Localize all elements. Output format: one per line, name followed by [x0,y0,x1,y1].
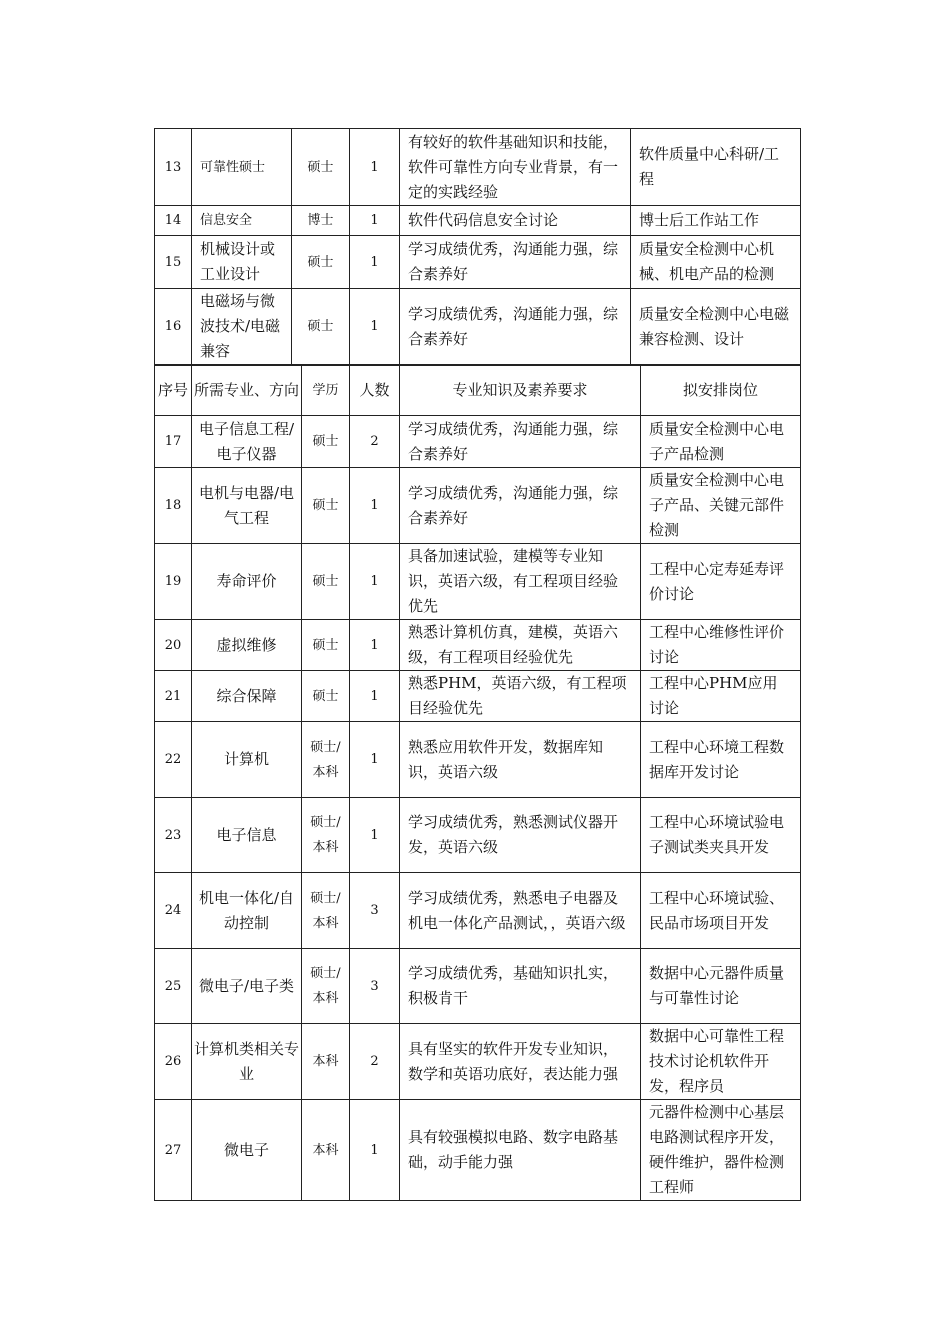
position-cell: 工程中心定寿延寿评价讨论 [641,544,801,620]
row-number: 21 [155,671,192,722]
major-cell: 计算机类相关专业 [192,1024,302,1100]
degree-cell: 硕士/本科 [302,873,350,949]
count-cell: 2 [350,1024,400,1100]
count-cell: 3 [350,873,400,949]
major-cell: 电子信息 [192,798,302,873]
table-row [155,798,801,873]
row-number: 24 [155,873,192,949]
degree-cell: 硕士/本科 [302,949,350,1024]
degree-cell: 硕士/本科 [302,798,350,873]
row-number: 13 [155,129,192,206]
degree-cell: 硕士 [302,671,350,722]
major-cell: 虚拟维修 [192,620,302,671]
requirement-cell: 具有坚实的软件开发专业知识，数学和英语功底好，表达能力强 [400,1024,641,1100]
row-number: 23 [155,798,192,873]
requirement-cell: 学习成绩优秀，熟悉电子电器及机电一体化产品测试，，英语六级 [400,873,641,949]
major-cell: 电子信息工程/电子仪器 [192,416,302,468]
count-cell: 1 [350,544,400,620]
requirement-cell: 具有较强模拟电路、数字电路基础，动手能力强 [400,1100,641,1201]
header-requirement: 专业知识及素养要求 [400,366,641,416]
degree-cell: 硕士 [302,416,350,468]
header-degree: 学历 [302,366,350,416]
row-number: 14 [155,206,192,236]
count-cell: 1 [350,671,400,722]
table-row [155,620,801,671]
major-cell: 机械设计或工业设计 [192,236,292,289]
degree-cell: 本科 [302,1100,350,1201]
table-row [155,722,801,798]
table-row [155,544,801,620]
count-cell: 1 [350,620,400,671]
major-cell: 计算机 [192,722,302,798]
table-row [155,236,801,289]
header-major: 所需专业、方向 [192,366,302,416]
table-row [155,671,801,722]
table-row [155,129,801,206]
row-number: 22 [155,722,192,798]
position-cell: 工程中心环境试验电子测试类夹具开发 [641,798,801,873]
requirement-cell: 具备加速试验，建模等专业知识，英语六级，有工程项目经验优先 [400,544,641,620]
requirement-cell: 学习成绩优秀，沟通能力强，综合素养好 [400,236,631,289]
row-number: 17 [155,416,192,468]
position-cell: 工程中心环境试验、民品市场项目开发 [641,873,801,949]
requirement-cell: 熟悉PHM，英语六级，有工程项目经验优先 [400,671,641,722]
major-cell: 电机与电器/电气工程 [192,468,302,544]
degree-cell: 硕士 [302,544,350,620]
major-cell: 机电一体化/自动控制 [192,873,302,949]
count-cell: 1 [350,722,400,798]
position-cell: 工程中心环境工程数据库开发讨论 [641,722,801,798]
position-cell: 数据中心元器件质量与可靠性讨论 [641,949,801,1024]
major-cell: 微电子/电子类 [192,949,302,1024]
count-cell: 1 [350,1100,400,1201]
upper-table [154,128,801,365]
degree-cell: 硕士 [292,236,350,289]
row-number: 19 [155,544,192,620]
major-cell: 信息安全 [192,206,292,236]
row-number: 27 [155,1100,192,1201]
table-row [155,873,801,949]
position-cell: 博士后工作站工作 [631,206,801,236]
row-number: 18 [155,468,192,544]
requirement-cell: 软件代码信息安全讨论 [400,206,631,236]
position-cell: 质量安全检测中心电子产品检测 [641,416,801,468]
requirement-cell: 熟悉计算机仿真，建模，英语六级，有工程项目经验优先 [400,620,641,671]
count-cell: 3 [350,949,400,1024]
row-number: 26 [155,1024,192,1100]
table-row [155,289,801,365]
table-row [155,468,801,544]
header-count: 人数 [350,366,400,416]
row-number: 20 [155,620,192,671]
lower-table [154,365,801,1201]
position-cell: 工程中心PHM应用讨论 [641,671,801,722]
degree-cell: 硕士 [302,620,350,671]
position-cell: 软件质量中心科研/工程 [631,129,801,206]
count-cell: 1 [350,798,400,873]
count-cell: 1 [350,289,400,365]
degree-cell: 硕士/本科 [302,722,350,798]
header-no: 序号 [155,366,192,416]
table-header-row [155,366,801,416]
requirement-cell: 学习成绩优秀，沟通能力强，综合素养好 [400,416,641,468]
degree-cell: 硕士 [302,468,350,544]
count-cell: 2 [350,416,400,468]
requirement-cell: 学习成绩优秀，沟通能力强，综合素养好 [400,289,631,365]
table-row [155,949,801,1024]
degree-cell: 本科 [302,1024,350,1100]
row-number: 16 [155,289,192,365]
requirement-cell: 熟悉应用软件开发，数据库知识，英语六级 [400,722,641,798]
header-position: 拟安排岗位 [641,366,801,416]
major-cell: 可靠性硕士 [192,129,292,206]
count-cell: 1 [350,468,400,544]
degree-cell: 博士 [292,206,350,236]
requirement-cell: 学习成绩优秀，沟通能力强，综合素养好 [400,468,641,544]
position-cell: 数据中心可靠性工程技术讨论机软件开发，程序员 [641,1024,801,1100]
major-cell: 综合保障 [192,671,302,722]
table-row [155,416,801,468]
table-row [155,206,801,236]
requirement-cell: 学习成绩优秀，基础知识扎实，积极肯干 [400,949,641,1024]
count-cell: 1 [350,129,400,206]
table-row [155,1100,801,1201]
requirement-cell: 有较好的软件基础知识和技能，软件可靠性方向专业背景，有一定的实践经验 [400,129,631,206]
row-number: 15 [155,236,192,289]
position-cell: 质量安全检测中心电子产品、关键元部件检测 [641,468,801,544]
row-number: 25 [155,949,192,1024]
position-cell: 质量安全检测中心电磁兼容检测、设计 [631,289,801,365]
degree-cell: 硕士 [292,129,350,206]
major-cell: 微电子 [192,1100,302,1201]
position-cell: 质量安全检测中心机械、机电产品的检测 [631,236,801,289]
count-cell: 1 [350,236,400,289]
major-cell: 寿命评价 [192,544,302,620]
position-cell: 元器件检测中心基层电路测试程序开发，硬件维护，器件检测工程师 [641,1100,801,1201]
requirement-cell: 学习成绩优秀，熟悉测试仪器开发，英语六级 [400,798,641,873]
major-cell: 电磁场与微波技术/电磁兼容 [192,289,292,365]
count-cell: 1 [350,206,400,236]
degree-cell: 硕士 [292,289,350,365]
position-cell: 工程中心维修性评价讨论 [641,620,801,671]
table-row [155,1024,801,1100]
